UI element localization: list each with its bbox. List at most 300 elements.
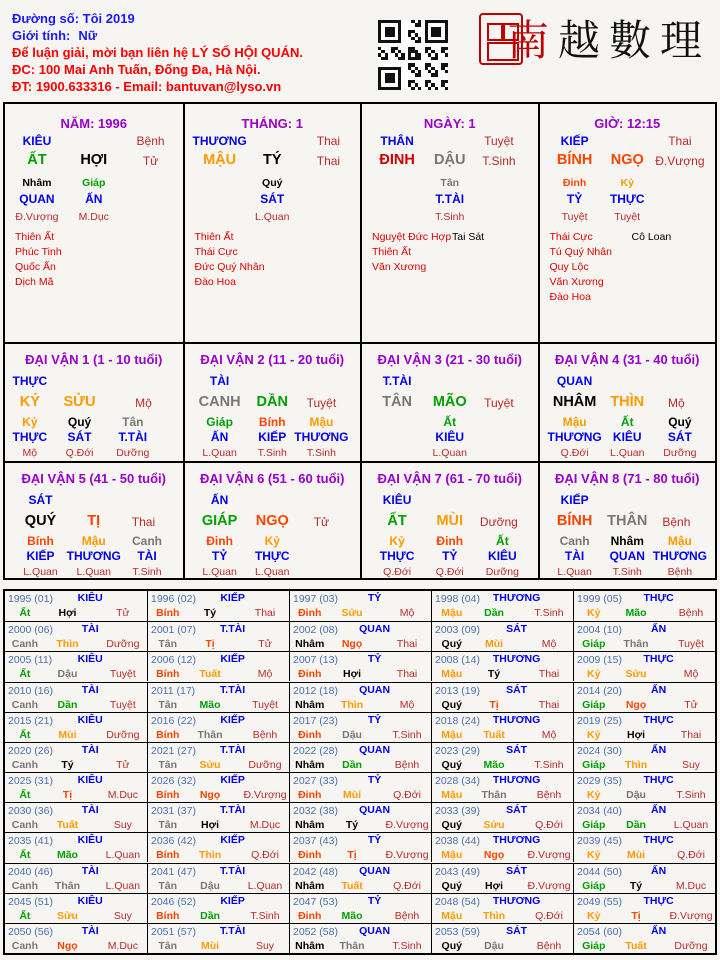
year-stem: Quý [441,939,462,952]
year-phase: M.Dục [249,819,281,832]
dai-van-hidden: Mậu [81,534,106,548]
year-god: ẤN [651,924,667,937]
year-stem: Quý [441,638,462,651]
logo [479,13,719,73]
year-cell [431,712,573,742]
pillar-entry: Tân [440,177,460,189]
dai-van-hidden: THƯƠNG [66,549,121,563]
year-label: 2011 (17) [151,684,196,697]
year-god: TỶ [367,894,382,907]
header-line [12,27,303,44]
year-cell [573,923,715,953]
year-cell [147,772,289,802]
year-god: QUAN [359,623,391,636]
year-stem: Quý [441,879,462,892]
year-stem: Mậu [441,607,463,619]
pillar-title: NGÀY: 1 [423,116,476,131]
year-phase: T.Sinh [392,728,422,741]
dai-van-title: ĐẠI VẬN 8 (71 - 80 tuổi) [555,471,700,486]
year-label: 2002 (08) [293,624,338,637]
year-branch: Tý [203,607,217,619]
year-label: 2022 (28) [293,744,338,757]
pillar-entry: DẬU [434,152,466,168]
year-phase: Mộ [257,668,273,681]
year-branch: Hợi [58,607,77,619]
year-label: 2007 (13) [293,654,338,667]
year-stem: Ất [19,789,31,801]
pillar-entry: KIẾP [560,134,589,148]
year-god: KIẾP [220,774,245,786]
year-phase: Suy [681,758,701,771]
year-phase: M.Dục [107,939,139,952]
year-stem: Đinh [298,607,322,619]
year-label: 2001 (07) [151,624,196,637]
year-phase: M.Dục [675,879,707,892]
year-cell [431,742,573,772]
dai-van-hidden: T.TÀI [118,430,148,444]
year-label: 2043 (49) [435,865,480,878]
grid-cell [183,342,361,461]
year-stem: Canh [11,819,38,832]
year-god: T.TÀI [220,804,246,817]
pillar-entry: Tử [142,154,159,168]
year-cell [147,591,289,621]
dai-van-hidden: Q.Đới [383,566,412,578]
year-phase: Bệnh [252,728,278,741]
year-label: 2023 (29) [435,744,480,757]
pillar-entry: T.TÀI [435,192,465,206]
dai-van-pillar: BÍNH [556,513,593,529]
year-branch: Mùi [342,789,362,801]
year-branch: Dần [200,909,220,922]
year-label: 2021 (27) [151,744,196,757]
year-phase: Q.Đới [393,879,421,892]
year-branch: Mão [199,698,221,711]
pillar-star: Nguyệt Đức Hợp [372,231,452,243]
year-label: 2009 (15) [577,654,622,667]
year-branch: Thìn [340,698,364,711]
dai-van-title: ĐẠI VẬN 4 (31 - 40 tuổi) [555,352,700,367]
dai-van-hidden: Giáp [206,415,233,429]
dai-van-hidden: Kỷ [22,415,38,429]
grid-cell [538,461,716,578]
year-god: THƯƠNG [492,592,541,604]
year-cell [573,651,715,681]
year-god: KIÊU [77,894,103,907]
pillar-title: THÁNG: 1 [241,116,303,131]
year-label: 2010 (16) [8,684,53,697]
year-phase: Tử [258,638,272,651]
year-label: 2035 (41) [8,835,53,848]
dai-van-hidden: T.Sinh [306,447,336,459]
dai-van-hidden: Bính [258,415,286,429]
year-branch: Thân [339,939,365,952]
year-phase: Đ.Vượng [669,909,713,922]
year-cell [289,923,431,953]
year-branch: Dần [342,758,362,771]
year-cell [289,772,431,802]
pillar-entry: T.Sinh [482,154,516,168]
year-cell [5,802,147,832]
year-phase: Đ.Vượng [385,849,429,862]
year-cell [5,863,147,893]
year-phase: Thai [254,607,276,619]
year-stem: Kỷ [587,789,601,801]
year-phase: Bệnh [394,909,420,922]
year-label: 2031 (37) [151,805,196,818]
dai-van-pillar: GIÁP [201,513,238,529]
year-cell [147,923,289,953]
year-branch: Tị [631,909,641,922]
year-god: KIÊU [77,834,103,847]
year-god: TÀI [81,623,99,636]
year-phase: L.Quan [105,849,141,862]
dai-van-hidden: SÁT [67,430,92,444]
year-branch: Sửu [341,607,363,619]
pillar-entry: T.Sinh [435,211,465,223]
header-text: Để luận giải, mời bạn liên hệ LÝ SỐ HỘI QUÁN. [12,45,303,60]
year-cell [431,682,573,712]
year-god: KIẾP [220,834,245,847]
dai-van-phase: Bệnh [662,515,691,529]
dai-van-hidden: Bính [27,534,54,548]
year-stem: Ất [19,728,31,741]
dai-van-hidden: L.Quan [557,566,592,578]
year-phase: Mộ [399,607,415,619]
year-stem: Bính [156,607,180,619]
year-label: 2046 (52) [151,895,196,908]
dai-van-hidden: Đinh [436,534,464,548]
dai-van-pillar: TÂN [382,394,412,410]
dai-van-phase: Thai [131,515,156,529]
year-stem: Tân [158,698,178,711]
pillar-star: Thiên Ất [194,231,234,243]
year-branch: Tị [62,789,73,801]
pillar-entry: HỢI [80,152,108,168]
year-cell [431,923,573,953]
pillar-star: Thái Cực [549,231,593,243]
year-branch: Mùi [58,728,77,741]
year-phase: Thai [396,638,418,651]
year-stem: Canh [11,698,38,711]
pillar-entry: Đinh [562,177,587,189]
year-stem: Kỷ [587,668,601,681]
pillar-star: Quy Lộc [549,261,589,273]
year-label: 2032 (38) [293,805,338,818]
year-label: 1996 (02) [151,593,196,605]
dai-van-hidden: T.Sinh [257,447,287,459]
year-branch: Mùi [484,638,504,651]
pillar-entry: Nhâm [22,177,52,189]
year-god: SÁT [506,743,528,756]
dai-van-hidden: L.Quan [432,447,467,459]
year-stem: Nhâm [295,939,325,952]
year-branch: Tuất [56,819,79,832]
year-god: ẤN [651,804,667,817]
year-phase: T.Sinh [534,607,564,619]
dai-van-phase: Mộ [135,396,152,410]
dai-van-title: ĐẠI VẬN 6 (51 - 60 tuổi) [200,471,345,486]
year-branch: Tị [347,849,357,862]
year-label: 2006 (12) [151,654,196,667]
dai-van-pillar: TỊ [87,513,101,529]
dai-van-hidden: T.Sinh [132,566,162,578]
year-stem: Giáp [582,879,606,892]
dai-van-god: THỰC [12,374,48,388]
year-cell [573,742,715,772]
year-branch: Tuất [483,728,505,741]
pillar-entry: Quý [262,177,283,189]
year-god: THƯƠNG [492,653,541,666]
year-cell [147,621,289,651]
pillar-entry: Thai [668,134,692,148]
year-phase: Q.Đới [393,789,421,801]
year-god: TỶ [367,774,382,786]
year-branch: Thìn [56,638,79,651]
pillar-entry: SÁT [260,192,285,206]
year-stem: Giáp [582,819,606,832]
chart-header [12,10,303,95]
year-stem: Ất [19,909,31,922]
year-cell [431,863,573,893]
grid-cell [360,342,538,461]
year-god: THƯƠNG [492,894,541,907]
dai-van-pillar: CANH [198,394,241,410]
year-phase: T.Sinh [534,758,564,771]
dai-van-pillar: ẤT [387,513,407,529]
year-cell [289,802,431,832]
year-stem: Nhâm [295,638,325,651]
year-phase: Q.Đới [251,849,279,862]
year-phase: Bệnh [536,789,562,801]
year-stem: Tân [158,819,178,832]
dai-van-phase: Tuyệt [484,396,514,410]
dai-van-hidden: THƯƠNG [294,430,349,444]
year-cell [573,682,715,712]
year-stem: Đinh [298,909,322,922]
pillar-star: Phúc Tinh [15,246,62,258]
year-branch: Dậu [626,789,646,801]
year-stem: Giáp [582,939,606,952]
year-phase: Mộ [541,728,557,741]
year-cell [289,832,431,862]
header-text: Đường số: Tôi 2019 [12,11,135,26]
year-phase: Bệnh [678,607,704,619]
pillar-star: Văn Xương [549,276,604,288]
year-god: THỰC [643,774,674,786]
year-label: 1998 (04) [435,593,480,605]
year-branch: Dậu [200,879,220,892]
year-label: 2004 (10) [577,624,622,637]
dai-van-pillar: KỶ [19,394,40,410]
year-phase: Bệnh [536,939,562,952]
pillar-entry: THƯƠNG [192,134,247,148]
year-cell [289,863,431,893]
year-god: KIÊU [77,592,103,604]
year-label: 2039 (45) [577,835,622,848]
grid-cell [183,461,361,578]
year-phase: L.Quan [247,879,283,892]
year-stem: Ất [19,849,31,862]
year-stem: Bính [156,728,180,741]
year-cell [5,772,147,802]
year-branch: Mão [625,607,647,619]
pillar-entry: Đ.Vượng [15,211,59,223]
year-branch: Sửu [199,758,221,771]
year-god: SÁT [506,864,528,877]
pillar-entry: L.Quan [255,211,290,223]
dai-van-hidden: TỶ [211,549,228,563]
dai-van-pillar: THÂN [607,513,648,529]
dai-van-pillar: NHÂM [552,394,597,410]
header-line [12,78,303,95]
year-label: 2034 (40) [577,805,622,818]
header-text: Nữ [78,28,98,43]
year-stem: Mậu [441,668,463,681]
year-label: 2017 (23) [293,714,338,727]
year-god: KIẾP [220,592,245,604]
year-branch: Ngọ [625,698,647,711]
year-cell [573,712,715,742]
dai-van-phase: Tử [313,515,330,529]
year-label: 2052 (58) [293,925,338,938]
pillar-star-secondary: Cô Loan [631,231,672,243]
dai-van-pillar: NGỌ [255,513,289,529]
year-branch: Thìn [624,758,648,771]
year-stem: Bính [156,668,180,681]
year-cell [289,893,431,923]
dai-van-hidden: L.Quan [23,566,58,578]
year-phase: Đ.Vượng [527,849,571,862]
year-label: 2016 (22) [151,714,196,727]
year-stem: Canh [11,758,38,771]
year-stem: Đinh [298,728,322,741]
dai-van-hidden: KIÊU [612,430,642,444]
year-label: 2044 (50) [577,865,622,878]
year-phase: Q.Đới [677,849,705,862]
year-phase: Suy [255,939,275,952]
dai-van-hidden: Canh [132,534,162,548]
year-branch: Hợi [201,819,220,832]
pillar-star: Quốc Ấn [15,261,56,273]
year-cell [147,802,289,832]
year-cell [431,802,573,832]
year-god: KIẾP [220,653,245,666]
year-stem: Giáp [582,698,606,711]
year-god: SÁT [506,683,528,696]
dai-van-god: QUAN [556,374,593,388]
year-label: 2036 (42) [151,835,196,848]
pillar-entry: THỰC [609,192,645,206]
year-stem: Tân [158,758,178,771]
year-god: THƯƠNG [492,774,541,786]
pillar-entry: Bệnh [136,134,165,148]
year-phase: Tử [116,758,130,771]
year-label: 2029 (35) [577,775,622,787]
year-god: THƯƠNG [492,834,541,847]
dai-van-hidden: Tân [122,415,144,429]
dai-van-hidden: Quý [668,415,692,429]
pillar-title: NĂM: 1996 [60,116,127,131]
dai-van-hidden: Ất [496,534,509,548]
year-phase: Bệnh [394,758,420,771]
year-branch: Hợi [485,879,504,892]
year-phase: Mộ [541,638,557,651]
year-god: THƯƠNG [492,713,541,726]
year-stem: Nhâm [295,819,325,832]
year-cell [431,772,573,802]
year-phase: Tử [116,607,130,619]
dai-van-hidden: Mậu [667,534,692,548]
year-label: 2051 (57) [151,925,196,938]
grid-cell [360,104,538,342]
year-branch: Dậu [57,668,78,681]
dai-van-hidden: T.Sinh [612,566,642,578]
year-label: 2003 (09) [435,624,480,637]
dai-van-hidden: Dưỡng [663,447,697,459]
dai-van-god: KIÊU [382,493,412,507]
year-cell [147,863,289,893]
pillar-entry: BÍNH [556,152,593,168]
year-label: 2014 (20) [577,684,622,697]
year-phase: Mộ [683,668,699,681]
year-stem: Kỷ [587,849,601,862]
year-god: T.TÀI [220,924,246,937]
year-phase: Q.Đới [535,819,563,832]
year-stem: Kỷ [587,909,601,922]
dai-van-hidden: THƯƠNG [652,549,707,563]
dai-van-hidden: L.Quan [610,447,645,459]
dai-van-hidden: SÁT [667,430,692,444]
year-branch: Dần [626,819,646,832]
dai-van-title: ĐẠI VẬN 7 (61 - 70 tuổi) [377,471,522,486]
year-branch: Dậu [484,939,504,952]
dai-van-hidden: Kỷ [389,534,405,548]
dai-van-hidden: Kỷ [264,534,280,548]
year-stem: Giáp [582,638,606,651]
dai-van-title: ĐẠI VẬN 1 (1 - 10 tuổi) [25,352,163,367]
qr-code[interactable] [378,20,448,90]
dai-van-hidden: Canh [559,534,590,548]
year-branch: Mão [341,909,363,922]
year-cell [147,651,289,681]
dai-van-hidden: Mộ [22,447,38,459]
dai-van-pillar: MÙI [436,513,464,529]
year-god: THỰC [643,834,674,847]
year-god: KIÊU [77,653,103,666]
year-branch: Tý [61,758,74,771]
year-branch: Tị [205,638,215,651]
dai-van-pillar: MÃO [432,394,467,410]
grid-cell [538,104,716,342]
year-god: TÀI [81,864,99,877]
year-phase: M.Dục [107,789,139,801]
year-branch: Thân [481,789,507,801]
year-cell [147,832,289,862]
year-god: TỶ [367,653,382,666]
year-phase: T.Sinh [676,789,706,801]
year-branch: Thân [54,879,81,892]
dai-van-hidden: TÀI [564,549,585,563]
dai-van-hidden: Q.Đới [560,447,589,459]
year-cell [431,621,573,651]
year-stem: Quý [441,819,462,832]
header-line [12,44,303,61]
year-phase: L.Quan [105,879,141,892]
year-branch: Tý [487,668,501,681]
dai-van-hidden: TÀI [137,549,157,563]
annual-luck-table [3,589,717,955]
